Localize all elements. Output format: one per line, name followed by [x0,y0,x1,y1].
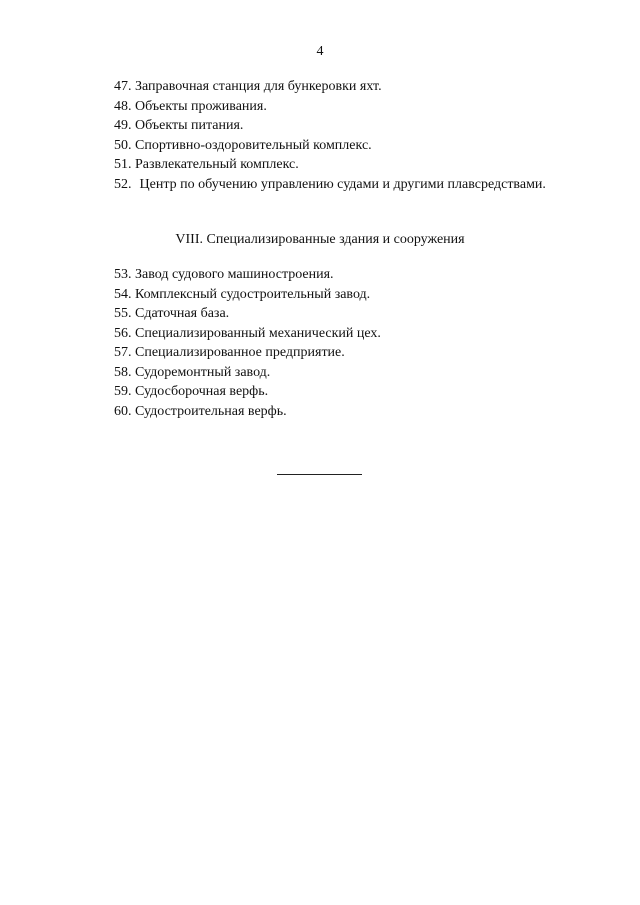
list-item [74,304,565,324]
list-item [74,285,565,305]
end-of-document-rule [277,474,362,475]
item-number: 57. [114,345,132,360]
list-item [74,116,565,136]
item-text: Объекты проживания. [135,98,267,114]
item-text: Комплексный судостроительный завод. [135,286,371,302]
list-item [74,324,565,344]
item-number: 47. [114,79,132,94]
item-text: Развлекательный комплекс. [135,157,299,172]
item-text: Судоремонтный завод. [135,364,271,380]
item-number: 52. [114,176,132,192]
page-number: 4 [316,44,324,59]
item-text: Специализированное предприятие. [135,345,345,360]
item-number: 51. [114,157,132,172]
list-item [74,363,565,383]
item-number: 54. [114,286,132,302]
item-number: 59. [114,384,132,399]
list-item [74,136,565,156]
item-number: 53. [114,267,132,282]
item-number: 58. [114,364,132,380]
section-heading: VIII. Специализированные здания и сооружения [175,232,465,247]
list-item [74,77,565,97]
item-number: 60. [114,403,132,419]
item-text: Заправочная станция для бункеровки яхт. [135,79,382,94]
item-number: 50. [114,137,132,153]
list-after-section [74,265,565,421]
list-item [74,155,565,175]
item-text: Центр по обучению управлению судами и другими плавсредствами. [139,176,546,192]
item-number: 48. [114,98,132,114]
item-text: Завод судового машиностроения. [135,267,334,282]
list-item [74,265,565,285]
list-item [74,382,565,402]
item-number: 49. [114,118,132,133]
item-text: Сдаточная база. [135,306,230,321]
item-number: 55. [114,306,132,321]
item-text: Объекты питания. [135,118,244,133]
list-item [74,402,565,422]
list-item [74,343,565,363]
item-text: Судосборочная верфь. [135,384,269,399]
list-before-section [74,77,565,194]
list-item [74,97,565,117]
item-text: Спортивно-оздоровительный комплекс. [135,137,372,153]
item-text: Судостроительная верфь. [135,403,287,419]
item-number: 56. [114,325,132,341]
list-item [74,175,565,195]
item-text: Специализированный механический цех. [135,325,381,341]
